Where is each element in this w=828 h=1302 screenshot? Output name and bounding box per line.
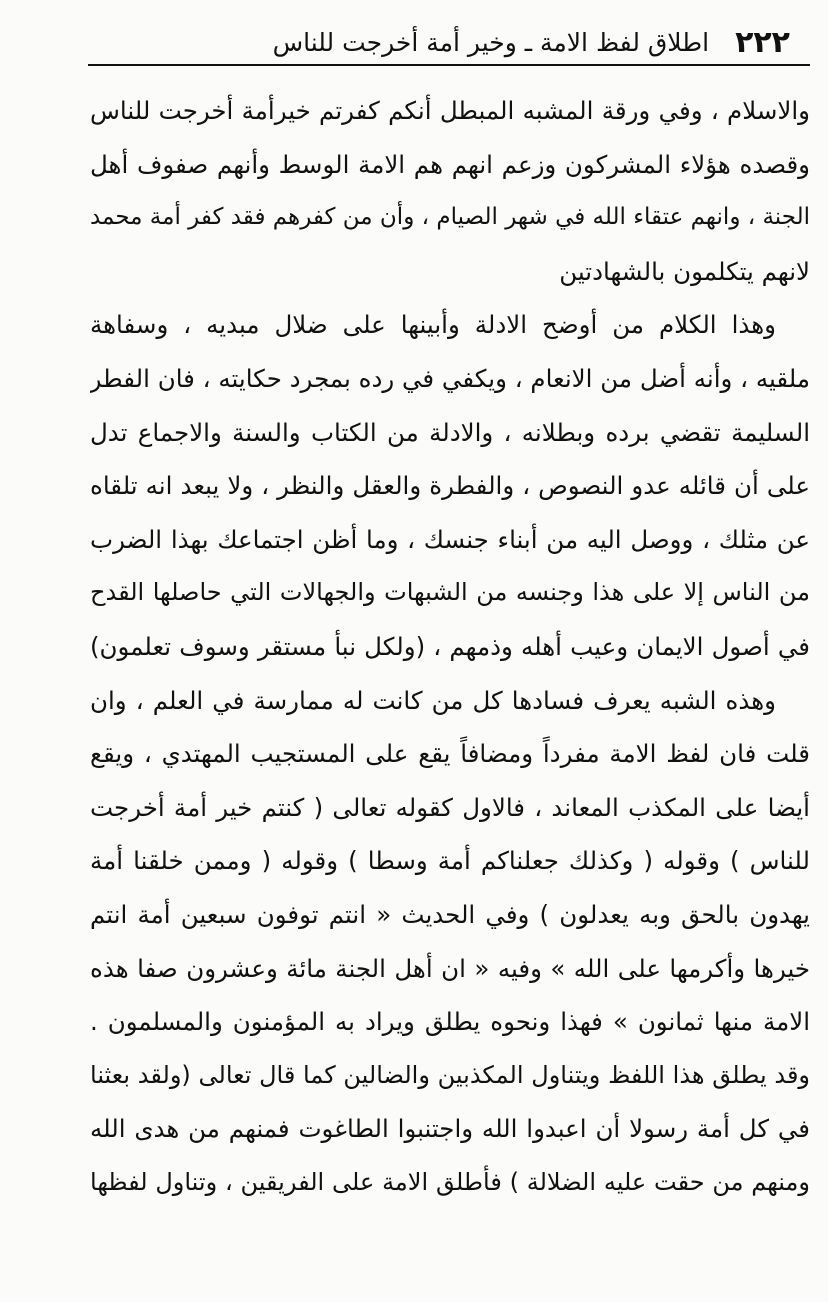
- text-line: وقصده هؤلاء المشركون وزعم انهم هم الامة الوسط وأنهم صفوف أهل: [90, 149, 810, 179]
- text-line: أيضا على المكذب المعاند ، فالاول كقوله تعالى ( كنتم خير أمة أخرجت: [90, 792, 810, 822]
- text-line: والاسلام ، وفي ورقة المشبه المبطل أنكم كفرتم خيرأمة أخرجت للناس: [90, 96, 810, 125]
- text-line: عن مثلك ، ووصل اليه من أبناء جنسك ، وما أظن اجتماعك بهذا الضرب: [90, 524, 810, 554]
- text-line: من الناس إلا على هذا وجنسه من الشبهات والجهالات التي حاصلها القدح: [90, 578, 810, 607]
- body-text: [90, 84, 810, 1209]
- page-number: ٢٢٢: [735, 25, 790, 60]
- text-line: خيرها وأكرمها على الله » وفيه « ان أهل الجنة مائة وعشرون صفا هذه: [90, 953, 810, 983]
- text-line: ملقيه ، وأنه أضل من الانعام ، ويكفي في رده بمجرد حكايته ، فان الفطر: [90, 363, 810, 393]
- text-line: في كل أمة رسولا أن اعبدوا الله واجتنبوا الطاغوت فمنهم من هدى الله: [90, 1114, 810, 1144]
- header-rule: [88, 64, 810, 66]
- text-line: ومنهم من حقت عليه الضلالة ) فأطلق الامة على الفريقين ، وتناول لفظها: [90, 1167, 810, 1196]
- page-header: [88, 18, 810, 62]
- text-line: الجنة ، وانهم عتقاء الله في شهر الصيام ، وأن من كفرهم فقد كفر أمة محمد: [90, 204, 810, 231]
- text-line: قلت فان لفظ الامة مفرداً ومضافاً يقع على المستجيب المهتدي ، ويقع: [90, 739, 810, 769]
- text-line: لانهم يتكلمون بالشهادتين: [559, 256, 810, 286]
- text-line: في أصول الايمان وعيب أهله وذمهم ، (ولكل نبأ مستقر وسوف تعلمون): [90, 631, 810, 661]
- text-line: وهذه الشبه يعرف فسادها كل من كانت له ممارسة في العلم ، وان: [90, 685, 776, 715]
- text-line: وهذا الكلام من أوضح الادلة وأبينها على ضلال مبديه ، وسفاهة: [90, 310, 776, 340]
- text-line: الامة منها ثمانون » فهذا ونحوه يطلق ويراد به المؤمنون والمسلمون .: [90, 1007, 810, 1037]
- text-line: السليمة تقضي برده وبطلانه ، والادلة من الكتاب والسنة والاجماع تدل: [90, 417, 810, 447]
- text-line: وقد يطلق هذا اللفظ ويتناول المكذبين والضالين كما قال تعالى (ولقد بعثنا: [90, 1060, 810, 1089]
- text-line: للناس ) وقوله ( وكذلك جعلناكم أمة وسطا ) وقوله ( وممن خلقنا أمة: [90, 846, 810, 876]
- text-line: يهدون بالحق وبه يعدلون ) وفي الحديث « انتم توفون سبعين أمة انتم: [90, 899, 810, 929]
- text-line: على أن قائله عدو النصوص ، والفطرة والعقل والنظر ، ولا يبعد انه تلقاه: [90, 471, 810, 501]
- running-title: اطلاق لفظ الامة ـ وخير أمة أخرجت للناس: [272, 28, 710, 57]
